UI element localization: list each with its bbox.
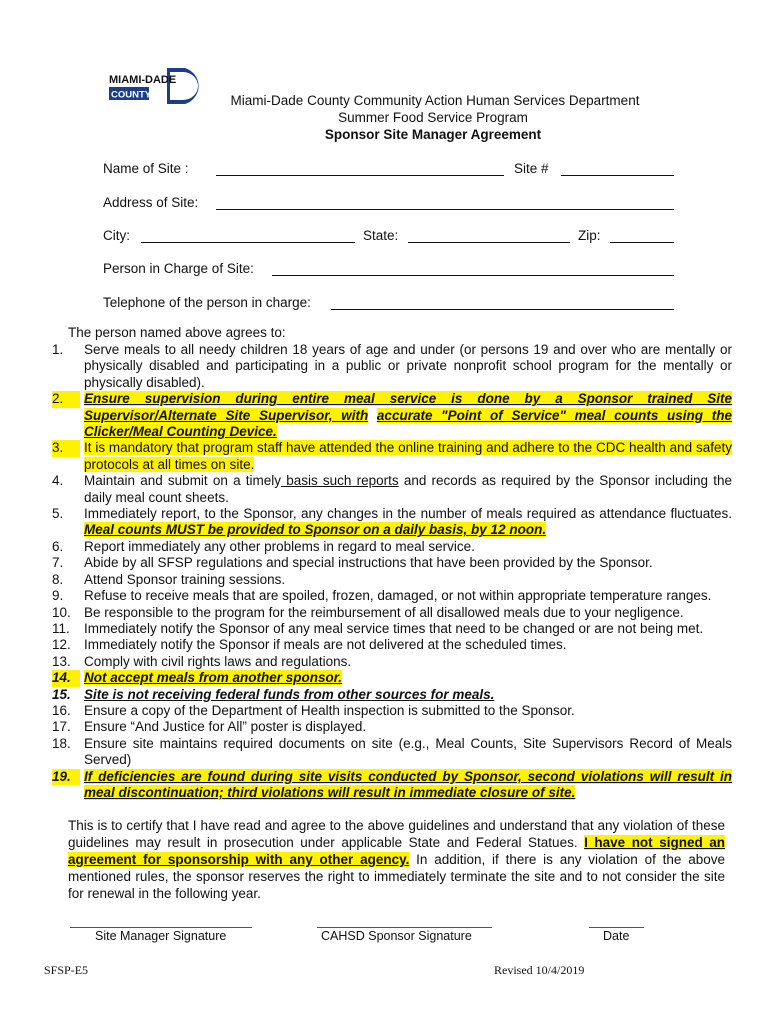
list-item: 6. Report immediately any other problems in regard to meal service. [52, 538, 475, 554]
list-item: 3. It is mandatory that program staff have attended the online training and adhere to the CDC health and safety protocols at all times on site. [52, 440, 732, 472]
label-telephone: Telephone of the person in charge: [103, 295, 311, 310]
label-person-in-charge: Person in Charge of Site: [103, 261, 254, 276]
cahsd-signature-line[interactable] [317, 927, 492, 928]
certification-paragraph: This is to certify that I have read and agree to the above guidelines and understand that any violation of these guidelines may result in prosecution under applicable State and Federal Statues. I have not signed an agreement for sponsorship with any other agency. In addition, if there is any violation of the above mentioned rules, the sponsor reserves the right to immediately terminate the site and to not consider the site for renewal in the following year. [68, 818, 725, 901]
label-name-of-site: Name of Site : [103, 161, 189, 176]
date-line[interactable] [589, 927, 644, 928]
list-item: 18. Ensure site maintains required documents on site (e.g., Meal Counts, Site Supervisors Record of Meals Served) [52, 735, 732, 768]
label-zip: Zip: [578, 228, 601, 243]
cahsd-signature-label: CAHSD Sponsor Signature [321, 929, 472, 943]
name-of-site-field[interactable] [216, 175, 504, 176]
list-item: 16. Ensure a copy of the Department of Health inspection is submitted to the Sponsor. [52, 702, 575, 718]
list-item: 5. Immediately report, to the Sponsor, any changes in the number of meals required as attendance fluctuates. Meal counts MUST be provided to Sponsor on a daily basis, by 12 noon. [52, 506, 732, 538]
program-name: Summer Food Service Program [338, 110, 528, 125]
list-item: 12. Immediately notify the Sponsor if meals are not delivered at the scheduled times. [52, 637, 567, 653]
department-name: Miami-Dade County Community Action Human Services Department [230, 93, 640, 108]
site-manager-signature-line[interactable] [70, 927, 252, 928]
list-item: 17. Ensure “And Justice for All” poster is displayed. [52, 719, 367, 735]
date-label: Date [603, 929, 630, 943]
list-item: 1. Serve meals to all needy children 18 years of age and under (or persons 19 and over who are mentally or physically disabled and participating in a public or private nonprofit school program for the mentally or physically disabled). [52, 342, 732, 390]
list-item: 9. Refuse to receive meals that are spoiled, frozen, damaged, or not within appropriate temperature ranges. [52, 588, 712, 604]
list-item: 4. Maintain and submit on a timely basis such reports and records as required by the Sponsor including the daily meal count sheets. [52, 473, 733, 505]
site-number-field[interactable] [561, 175, 674, 176]
list-item: 15. Site is not receiving federal funds from other sources for meals. [52, 686, 495, 702]
list-item: 10. Be responsible to the program for the reimbursement of all disallowed meals due to your negligence. [52, 604, 684, 620]
agreement-list [52, 342, 732, 801]
logo-line2: COUNTY [111, 89, 152, 101]
telephone-field[interactable] [331, 309, 674, 310]
state-field[interactable] [408, 242, 570, 243]
list-item: 8. Attend Sponsor training sessions. [52, 571, 286, 587]
logo-line1: MIAMI-DADE [109, 74, 177, 86]
form-id: SFSP-E5 [44, 963, 89, 977]
list-item: 2. Ensure supervision during entire meal service is done by a Sponsor trained Site Supervisor/Alternate Site Supervisor, with accurate "Point of Service" meal counts using the Clicker/Meal Counting Device. [52, 391, 733, 440]
zip-field[interactable] [610, 242, 674, 243]
page-title: Sponsor Site Manager Agreement [324, 127, 542, 142]
list-item: 11. Immediately notify the Sponsor of any meal service times that need to be changed or are not being met. [52, 620, 704, 636]
list-item: 13. Comply with civil rights laws and regulations. [52, 653, 352, 669]
revision-date: Revised 10/4/2019 [494, 963, 585, 977]
label-site-number: Site # [514, 161, 549, 176]
agreement-intro: The person named above agrees to: [68, 325, 286, 340]
label-state: State: [363, 228, 399, 243]
site-manager-signature-label: Site Manager Signature [95, 929, 227, 943]
city-field[interactable] [141, 242, 355, 243]
person-in-charge-field[interactable] [272, 275, 674, 276]
label-address: Address of Site: [103, 195, 199, 210]
list-item: 19. If deficiencies are found during site visits conducted by Sponsor, second violations will result in meal discontinuation; third violations will result in immediate closure of site. [52, 768, 732, 800]
label-city: City: [103, 228, 130, 243]
address-field[interactable] [216, 209, 674, 210]
list-item: 14. Not accept meals from another sponsor. [52, 670, 343, 686]
list-item: 7. Abide by all SFSP regulations and special instructions that have been provided by the Sponsor. [52, 555, 653, 571]
